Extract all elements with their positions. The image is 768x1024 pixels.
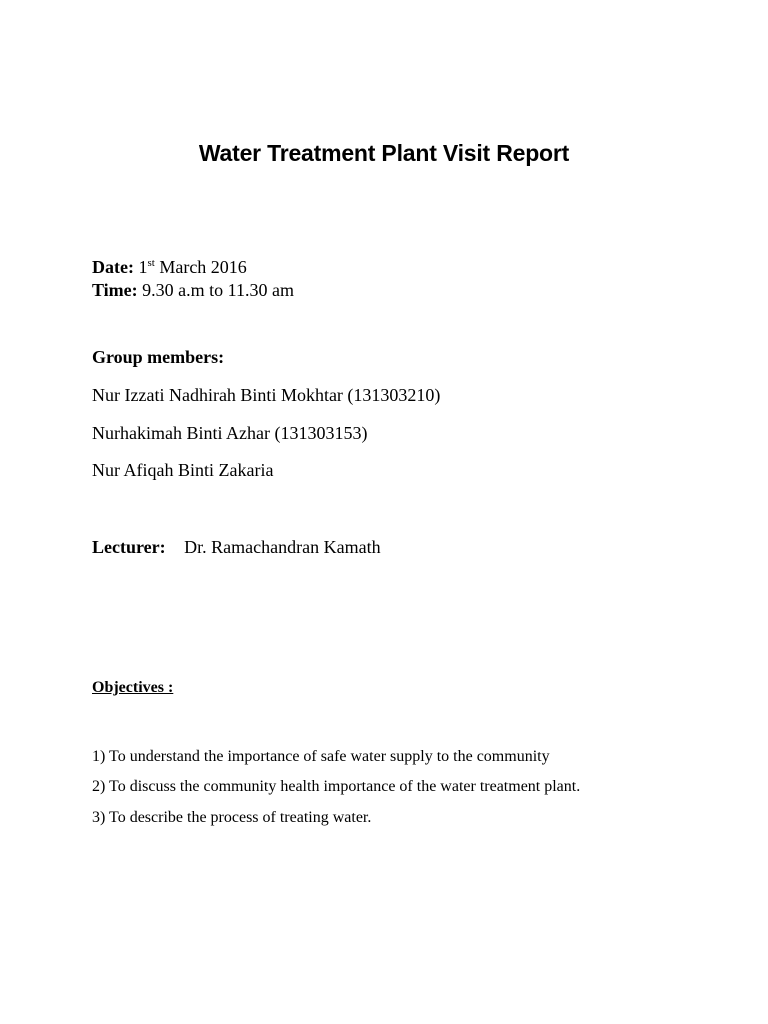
lecturer-label: Lecturer:	[92, 537, 166, 557]
time-line	[92, 279, 294, 301]
lecturer-line	[92, 536, 381, 558]
date-suffix: st	[147, 257, 155, 269]
group-members-label: Group members:	[92, 347, 225, 367]
time-value: 9.30 a.m to 11.30 am	[142, 280, 294, 300]
member-3: Nur Afiqah Binti Zakaria	[92, 460, 274, 480]
report-title: Water Treatment Plant Visit Report	[198, 140, 570, 166]
date-day: 1	[138, 257, 148, 277]
objective-2: 2) To discuss the community health importance of the water treatment plant.	[92, 778, 581, 795]
member-1: Nur Izzati Nadhirah Binti Mokhtar (131303210)	[92, 385, 441, 405]
objectives-label: Objectives :	[92, 679, 174, 696]
date-label: Date:	[92, 257, 134, 277]
time-label: Time:	[92, 280, 138, 300]
objective-1: 1) To understand the importance of safe water supply to the community	[92, 748, 550, 765]
lecturer-name: Dr. Ramachandran Kamath	[184, 537, 381, 557]
member-2: Nurhakimah Binti Azhar (131303153)	[92, 423, 368, 443]
date-rest: March 2016	[159, 257, 247, 277]
objective-3: 3) To describe the process of treating water.	[92, 809, 372, 826]
date-line	[92, 256, 247, 278]
